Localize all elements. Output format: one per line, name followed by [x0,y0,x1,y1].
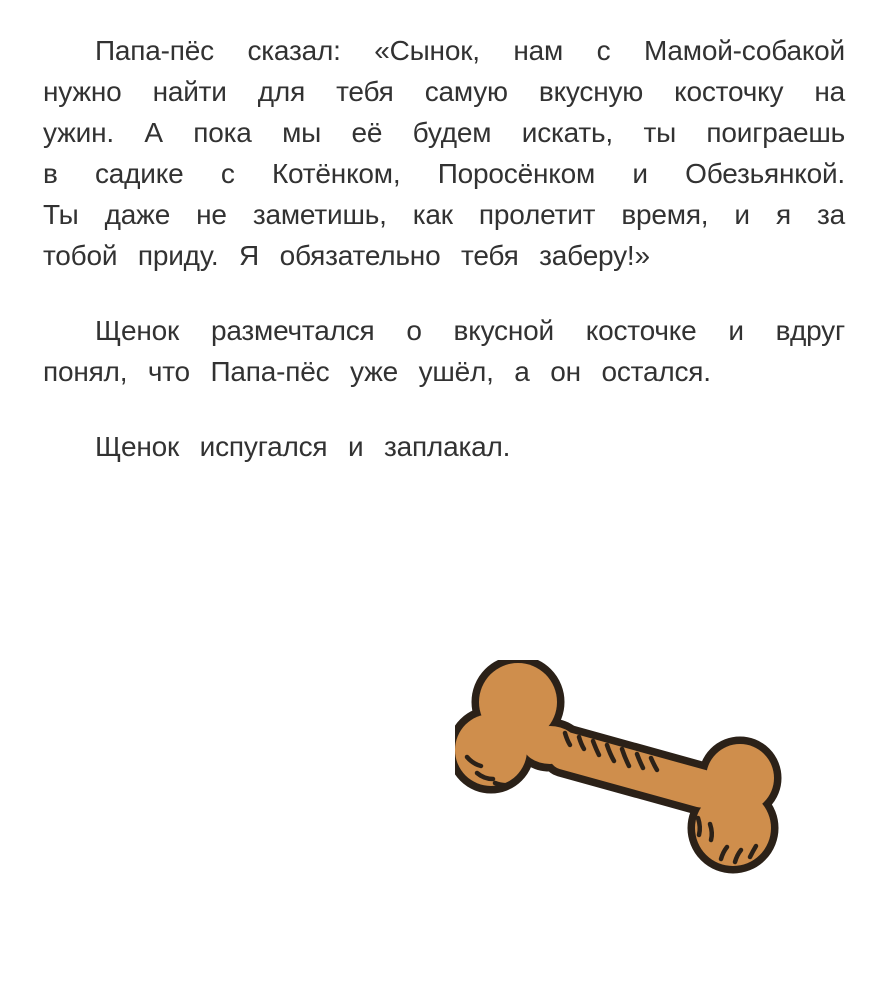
story-line: Ты даже не заметишь, как пролетит время, и я за [43,199,845,230]
story-line: Щенок размечтался о вкусной косточке и вдруг [95,315,845,346]
bone-fill [455,663,774,866]
story-line: Папа-пёс сказал: «Сынок, нам с Мамой-собакой [95,35,845,66]
paragraph [43,30,845,276]
dog-bone-icon [455,660,787,875]
story-line: ужин. А пока мы её будем искать, ты поиграешь [43,117,845,148]
story-line: понял, что Папа-пёс уже ушёл, а он остался. [43,356,711,387]
story-line: в садике с Котёнком, Поросёнком и Обезьянкой. [43,158,845,189]
story-line: нужно найти для тебя самую вкусную косточку на [43,76,845,107]
story-line: Щенок испугался и заплакал. [95,431,511,462]
story-line: тобой приду. Я обязательно тебя заберу!» [43,240,650,271]
story-text [43,30,845,467]
dog-bone-illustration [455,660,787,875]
paragraph [43,426,845,467]
paragraph [43,310,845,392]
